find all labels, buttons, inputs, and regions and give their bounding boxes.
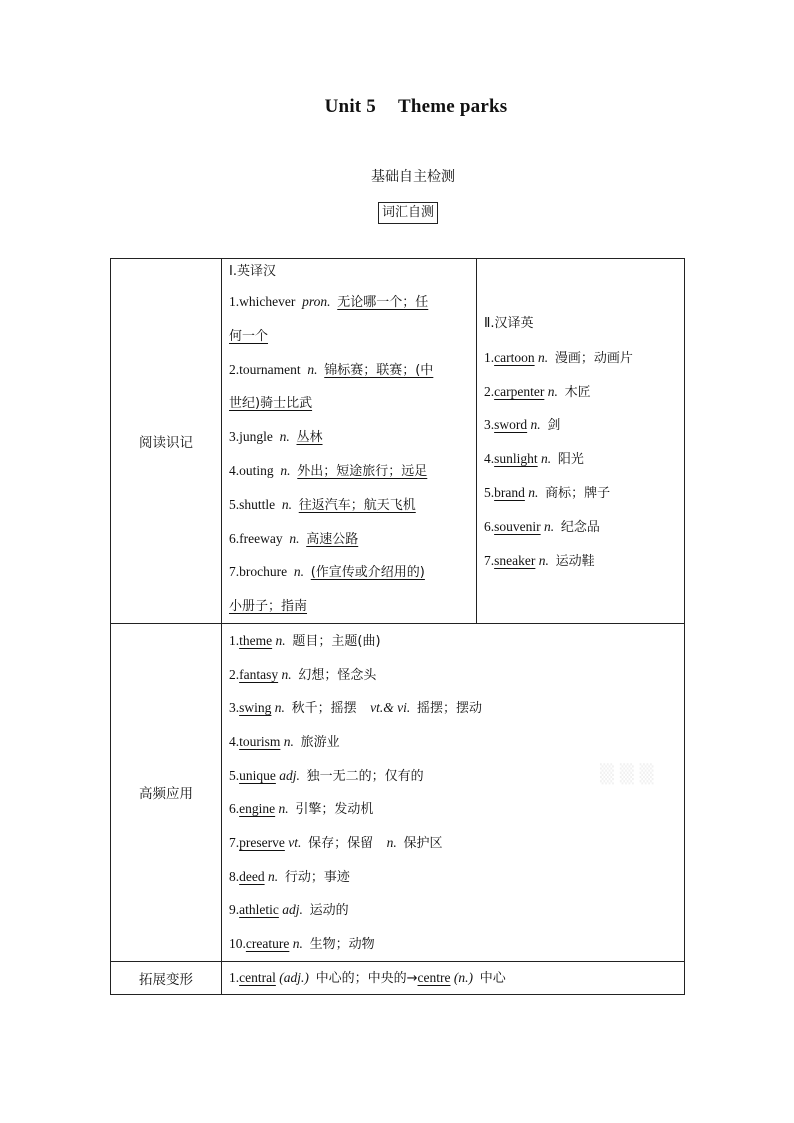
item-answer: souvenir [494, 518, 541, 534]
item-number: 1. [229, 294, 240, 309]
item-answer: theme [239, 632, 273, 648]
item-answer: fantasy [239, 666, 279, 682]
item-answer-cont: 何一个 [229, 328, 269, 344]
list-item-cont [222, 589, 476, 623]
item-meaning: 剑 [547, 418, 561, 434]
item-answer: central [239, 969, 276, 985]
item-answer: 无论哪一个；任 [337, 295, 429, 310]
reading-content [222, 259, 685, 624]
item-pos: n. [281, 496, 292, 512]
reading-inner-table [222, 259, 684, 623]
item-number: 7. [484, 552, 495, 568]
high-freq-content [222, 623, 685, 961]
item-meaning: 中心的；中央的→ [315, 970, 418, 986]
item-pos: n. [528, 484, 539, 500]
list-item [222, 927, 684, 961]
item-meaning: 商标；牌子 [545, 485, 611, 501]
item-meaning: 幻想；怪念头 [298, 667, 377, 683]
item-meaning: 生物；动物 [309, 937, 375, 953]
item-answer: tourism [239, 734, 281, 750]
item-answer: 高速公路 [306, 531, 359, 547]
list-item [222, 454, 476, 488]
item-word: jungle [239, 429, 273, 445]
item-number: 6. [229, 530, 240, 546]
item-number: 5. [229, 496, 240, 512]
item-pos-2: vt.& vi. [370, 700, 411, 716]
item-meaning: 漫画；动画片 [554, 350, 633, 366]
list-item [222, 658, 684, 692]
watermark: ▒▒▒ [600, 764, 660, 785]
list-item [222, 725, 684, 759]
item-number: 3. [229, 700, 240, 716]
item-meaning: 行动；事迹 [284, 869, 350, 885]
item-number: 2. [229, 666, 240, 682]
item-pos: n. [544, 518, 555, 534]
item-answer: 锦标赛；联赛；(中 [324, 362, 434, 378]
item-pos: n. [283, 734, 294, 750]
list-item [222, 792, 684, 826]
item-answer-cont: 世纪)骑士比武 [229, 396, 313, 412]
item-pos: vt. [288, 835, 302, 851]
list-item [222, 420, 476, 454]
extend-row [111, 961, 685, 994]
vocab-test-label: 词汇自测 [378, 202, 438, 224]
item-word: freeway [239, 530, 283, 546]
item-answer: carpenter [494, 383, 545, 399]
item-word: tournament [239, 361, 301, 377]
list-item [222, 488, 476, 522]
item-pos: pron. [302, 294, 331, 309]
item-number: 4. [229, 734, 240, 750]
list-item [477, 510, 684, 544]
item-number: 5. [229, 767, 240, 783]
item-number: 2. [229, 361, 240, 377]
item-meaning: 运动鞋 [555, 553, 595, 569]
list-item [477, 341, 684, 375]
item-number: 7. [229, 835, 240, 851]
item-answer: 外出；短途旅行；远足 [297, 463, 428, 479]
item-answer-cont: 小册子；指南 [229, 599, 308, 615]
list-item [222, 691, 684, 725]
item-pos: n. [307, 361, 318, 377]
list-item-cont [222, 319, 476, 353]
item-meaning: 秋千；摇摆 [291, 701, 357, 717]
item-word: whichever [239, 294, 296, 309]
cn-en-section [477, 259, 685, 623]
item-pos: n. [278, 801, 289, 817]
item-meaning: 阳光 [557, 452, 584, 468]
item-answer: 丛林 [296, 430, 323, 446]
page-title [0, 96, 794, 118]
item-pos: n. [530, 417, 541, 433]
list-item [477, 375, 684, 409]
item-pos: n. [547, 383, 558, 399]
item-meaning: 旅游业 [300, 735, 340, 751]
item-number: 5. [484, 484, 495, 500]
list-item [222, 285, 476, 319]
item-number: 4. [229, 462, 240, 478]
item-answer: (作宣传或介绍用的) [310, 565, 425, 581]
item-answer: deed [239, 868, 265, 884]
item-number: 8. [229, 868, 240, 884]
item-word: shuttle [239, 496, 276, 512]
section-title: 基础自主检测 [371, 169, 455, 185]
item-pos: (adj.) [279, 969, 309, 985]
cn-en-list [477, 341, 684, 578]
item-pos: n. [267, 868, 279, 884]
item-meaning: 题目；主题(曲) [292, 633, 381, 649]
list-item [222, 893, 684, 927]
vocab-table [110, 258, 685, 995]
item-pos-2: n. [386, 835, 397, 851]
unit-theme: Theme parks [398, 96, 508, 117]
item-word: outing [239, 462, 274, 478]
item-number: 7. [229, 564, 240, 580]
item-answer: preserve [239, 835, 285, 851]
item-pos: n. [280, 462, 291, 478]
item-pos: n. [293, 564, 304, 580]
item-number: 1. [229, 969, 240, 985]
item-meaning: 引擎；发动机 [295, 802, 374, 818]
item-answer: brand [494, 484, 525, 500]
item-pos: n. [274, 700, 285, 716]
item-pos: n. [275, 632, 286, 648]
item-answer: unique [239, 767, 276, 783]
item-pos: n. [289, 530, 300, 546]
reading-row [111, 259, 685, 624]
list-item [477, 544, 684, 578]
high-freq-list [222, 624, 684, 961]
row-label: 高频应用 [111, 623, 222, 961]
high-freq-row [111, 623, 685, 961]
item-answer-2: centre [417, 969, 451, 985]
item-pos: n. [292, 936, 303, 952]
item-word: brochure [239, 564, 288, 580]
item-answer: athletic [239, 902, 279, 918]
en-cn-heading: Ⅰ.英译汉 [229, 264, 276, 279]
item-answer: sneaker [494, 552, 536, 568]
item-pos-2: (n.) [453, 969, 473, 985]
extend-list [222, 962, 684, 994]
item-meaning: 纪念品 [560, 519, 600, 535]
item-pos: adj. [279, 767, 300, 783]
list-item [222, 353, 476, 387]
row-label: 阅读识记 [111, 259, 222, 624]
item-answer: creature [245, 936, 290, 952]
item-answer: cartoon [494, 349, 535, 365]
item-meaning: 运动的 [309, 903, 349, 919]
item-pos: n. [541, 451, 552, 467]
item-number: 4. [484, 451, 495, 467]
item-meaning-2: 摇摆；摆动 [417, 701, 483, 717]
item-answer: 往返汽车；航天飞机 [298, 497, 416, 513]
item-number: 6. [229, 801, 240, 817]
en-cn-section [222, 259, 477, 623]
item-number: 1. [229, 632, 240, 648]
item-pos: n. [538, 552, 549, 568]
item-pos: n. [537, 349, 549, 365]
list-item [222, 860, 684, 894]
item-number: 2. [484, 383, 495, 399]
item-meaning: 保存；保留 [308, 836, 374, 852]
item-pos: n. [279, 429, 290, 445]
item-pos: n. [281, 666, 292, 682]
item-answer: sunlight [494, 451, 538, 467]
en-cn-list [222, 285, 476, 623]
list-item [222, 555, 476, 589]
extend-content [222, 961, 685, 994]
item-pos: adj. [282, 902, 303, 918]
list-item-cont [222, 386, 476, 420]
list-item [222, 522, 476, 556]
unit-number: Unit 5 [324, 96, 376, 117]
item-meaning-2: 中心 [479, 970, 506, 986]
list-item [222, 624, 684, 658]
list-item [477, 476, 684, 510]
item-meaning: 木匠 [564, 384, 591, 400]
item-number: 6. [484, 518, 495, 534]
item-meaning-2: 保护区 [403, 836, 443, 852]
list-item [477, 408, 684, 442]
list-item [222, 962, 684, 994]
item-number: 3. [484, 417, 495, 433]
item-answer: swing [239, 700, 272, 716]
list-item [222, 826, 684, 860]
cn-en-heading: Ⅱ.汉译英 [484, 316, 534, 331]
item-number: 1. [484, 349, 495, 365]
list-item [477, 442, 684, 476]
list-item [222, 759, 684, 793]
item-answer: sword [494, 417, 528, 433]
item-number: 3. [229, 429, 240, 445]
item-meaning: 独一无二的；仅有的 [306, 768, 424, 784]
item-number: 9. [229, 902, 240, 918]
item-answer: engine [239, 801, 276, 817]
item-number: 10. [229, 936, 246, 952]
row-label: 拓展变形 [111, 961, 222, 994]
